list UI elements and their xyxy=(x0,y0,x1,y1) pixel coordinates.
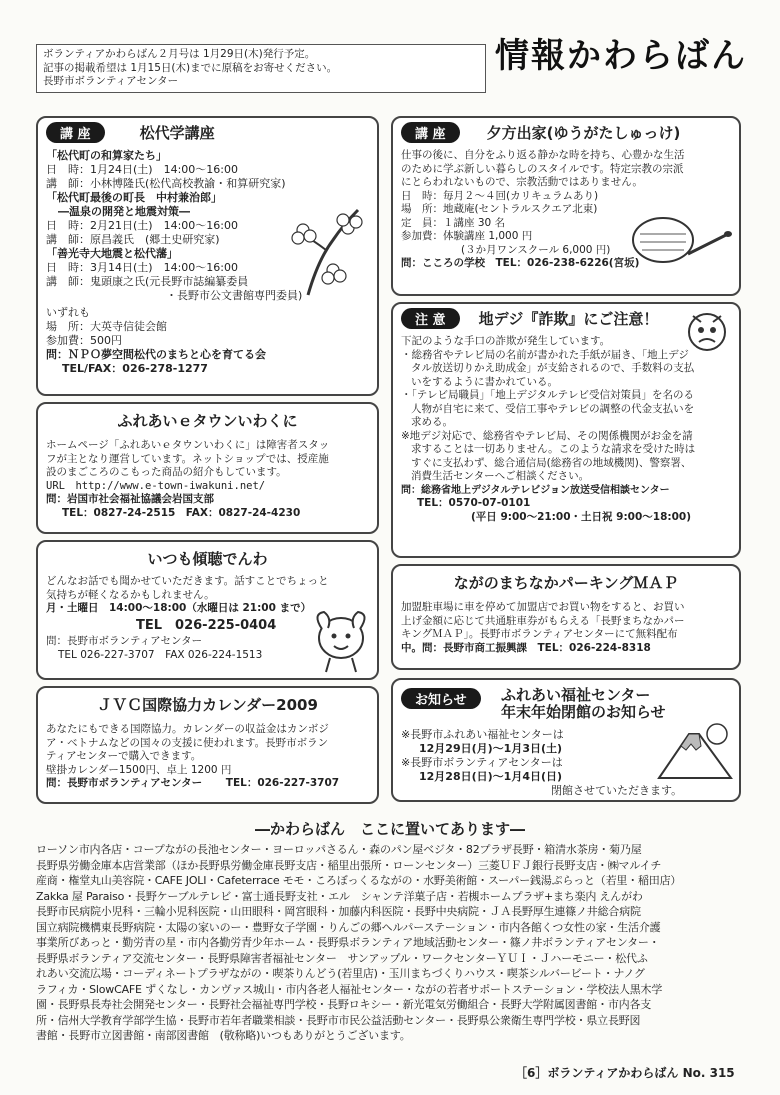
notice-line-3: 長野市ボランティアセンター xyxy=(43,75,179,87)
jvc-body-2: ア・ベトナムなどの国々の支援に使われます。長野市ボラン xyxy=(46,736,329,749)
closure-line-3: ※長野市ボランティアセンターは xyxy=(401,756,563,769)
jvc-contact-row xyxy=(46,777,369,791)
notice-tag: お知らせ xyxy=(401,688,481,709)
locations-line: 長野市民病院小児科・三輪小児科医院・山田眼科・岡宮眼科・加藤内科医院・長野中央病院・ＪＡ長野厚生連篠ノ井総合病院 xyxy=(36,905,641,918)
parking-title: ながのまちなかパーキングＭＡＰ xyxy=(453,574,679,592)
caution-tag: 注 意 xyxy=(401,308,460,329)
wooden-fish-icon xyxy=(628,204,733,274)
publication-notice xyxy=(36,44,486,93)
session-2-date: 日 時：2月21日(土) 14:00～16:00 xyxy=(46,219,238,232)
contact: 問：ＮＰＯ夢空間松代のまちと心を育てる会 xyxy=(46,348,266,361)
scam-hours: (平日 9:00～21:00・土日祝 9:00～18:00) xyxy=(471,510,691,523)
scam-note-3: すぐに支払わず、総合通信局(総務省の地域機関)、警察署、 xyxy=(411,456,692,469)
etown-body-1: ホームページ「ふれあいｅタウンいわくに」は障害者スタッ xyxy=(46,439,330,451)
jvc-contact: 問：長野市ボランティアセンター xyxy=(46,777,203,789)
locations-heading: ―かわらばん ここに置いてあります― xyxy=(254,820,525,838)
session-1-date: 日 時：1月24日(土) 14:00～16:00 xyxy=(46,163,238,176)
scam-note-1: ※地デジ対応で、総務省やテレビ局、その関係機関がお金を請 xyxy=(401,429,693,442)
yugata-title: 夕方出家(ゆうがたしゅっけ) xyxy=(486,124,681,142)
yugata-date: 日 時：毎月２～４回(カリキュラムあり) xyxy=(401,189,599,202)
yugata-fee-2: (３か月ワンスクール 6,000 円) xyxy=(461,243,611,256)
etown-body-2: フが主となり運営しています。ネットショップでは、授産施 xyxy=(46,452,329,465)
listening-tel: TEL 026-227-3707 FAX 026-224-1513 xyxy=(58,648,263,661)
scam-bullet-2-3: 求める。 xyxy=(411,416,453,428)
etown-title: ふれあいｅタウンいわくに xyxy=(117,412,298,430)
yugata-contact: 問：こころの学校 TEL：026-238-6226(宮坂) xyxy=(401,257,640,269)
locations-line: 園・長野県長寿社会開発センター・長野社会福祉専門学校・長野ロキシー・新光電気労働組合・長野大学附属図書館・市内各支 xyxy=(36,998,652,1011)
yugata-lecture-box xyxy=(391,116,741,296)
yugata-body-3: にとらわれないもので、宗教活動ではありません。 xyxy=(401,176,643,188)
listening-phone-title: いつも傾聴でんわ xyxy=(147,550,268,568)
yugata-fee: 参加費：体験講座 1,000 円 xyxy=(401,230,533,242)
locations-list xyxy=(36,842,744,1044)
yugata-place: 場 所：地蔵庵(セントラルスクエア北東) xyxy=(401,203,598,215)
etown-box xyxy=(36,402,379,534)
locations-line: ローソン市内各店・コープながの長池センター・ヨーロッパさるん・森のパン屋ベジタ・82プラザ長野・箱清水茶房・菊乃屋 xyxy=(36,843,642,856)
common-label: いずれも xyxy=(46,306,90,319)
scam-intro: 下記のような手口の詐欺が発生しています。 xyxy=(401,335,611,347)
scam-note-2: 求することは一切ありません。このような請求を受けた時は xyxy=(411,443,696,455)
tel: TEL/FAX：026-278-1277 xyxy=(62,362,208,375)
yugata-body-2: のために学ぶ新しい暮らしのスタイルです。特定宗教の宗派 xyxy=(401,162,684,175)
listening-body-1: どんなお話でも聞かせていただきます。話すことでちょっと xyxy=(46,575,329,587)
jvc-body-3: ティアセンターで購入できます。 xyxy=(46,750,202,762)
scam-tel: TEL：0570-07-0101 xyxy=(417,497,531,509)
closure-line-2: 12月29日(月)～1月3日(土) xyxy=(419,742,563,755)
matsushiro-title: 松代学講座 xyxy=(139,124,215,142)
listening-phone-number: TEL 026-225-0404 xyxy=(136,617,277,633)
closure-line-5: 閉館させていただきます。 xyxy=(551,784,683,797)
session-3-lecturer-1: 講 師：鬼頭康之氏(元長野市誌編纂委員 xyxy=(46,275,249,288)
jvc-calendar-box xyxy=(36,686,379,804)
notice-line-1: ボランティアかわらばん２月号は 1月29日(木)発行予定。 xyxy=(43,48,316,60)
closure-title-1: ふれあい福祉センター xyxy=(501,686,651,704)
scam-warning-box xyxy=(391,302,741,558)
scam-title: 地デジ『詐欺』にご注意！ xyxy=(478,310,659,328)
closure-notice-box xyxy=(391,678,741,802)
parking-body-4: 中。問：長野市商工振興課 TEL：026-224-8318 xyxy=(401,641,651,654)
matsushiro-lecture-box xyxy=(36,116,379,396)
closure-title-2: 年末年始閉館のお知らせ xyxy=(501,703,666,721)
fee: 参加費：500円 xyxy=(46,334,122,347)
jvc-tel: TEL：026-227-3707 xyxy=(225,777,340,789)
jvc-price: 壁掛カレンダー1500円、卓上 1200 円 xyxy=(46,763,232,776)
session-2-title: 「松代町最後の町長 中村兼治郎」 xyxy=(46,191,222,204)
etown-contact: 問：岩国市社会福祉協議会岩国支部 xyxy=(46,493,214,505)
locations-line: 産商・権堂丸山美容院・CAFE JOLI・Cafeterrace モモ・ころぼっくるながの・水野美術館・スーパー銭湯ぷらっと（若里・稲田店） xyxy=(36,874,682,887)
listening-body-2: 気持ちが軽くなるかもしれません。 xyxy=(46,588,215,601)
locations-line: 長野県労働金庫本店営業部（ほか長野県労働金庫長野支店・稲里出張所・ローンセンター）三菱ＵＦＪ銀行長野支店・㈱マルイチ xyxy=(36,858,662,872)
session-2-lecturer: 講 師：原昌義氏 (郷土史研究家) xyxy=(46,233,220,246)
locations-line: 国立病院機構東長野病院・太陽の家いのー・豊野女子学園・りんごの郷ヘルパーステーション・市内各館くつ女性の家・生活介護 xyxy=(36,920,661,934)
mount-fuji-icon xyxy=(655,720,735,782)
parking-map-box xyxy=(391,564,741,670)
scam-bullet-2-2: 人物が自宅に来て、受信工事やテレビの調整の代金支払いを xyxy=(411,402,695,415)
listening-contact: 問：長野市ボランティアセンター xyxy=(46,635,203,647)
jvc-body-1: あなたにもできる国際協力。カレンダーの収益金はカンボジ xyxy=(46,723,329,735)
etown-body-3: 設のまごころのこもった商品の紹介もしています。 xyxy=(46,466,287,478)
plum-blossom-icon xyxy=(288,200,373,300)
session-3-lecturer-2: ・長野市公文書館専門委員) xyxy=(166,289,303,302)
warning-face-icon xyxy=(683,310,731,354)
parking-body-2: 上げ金額に応じて共通駐車券がもらえる「長野まちなかパー xyxy=(401,614,685,627)
locations-line: 長野県ボランティア交流センター・長野県障害者福祉センター サンアップル・ワークセンターＹＵＩ・Ｊハーモニー・松代ふ xyxy=(36,951,648,965)
locations-line: 事業所びあっと・勤労青の星・市内各勤労青少年ホーム・長野県ボランティア地域活動センター・篠ノ井ボランティアセンター・ xyxy=(36,936,660,949)
scam-bullet-2-1: ・「テレビ局職員」「地上デジタルテレビ受信対策員」を名のる xyxy=(401,389,694,401)
session-1-lecturer: 講 師：小林博隆氏(松代高校教諭・和算研究家) xyxy=(46,177,286,190)
etown-url[interactable]: URL http://www.e-town-iwakuni.net/ xyxy=(46,479,266,492)
listening-phone-box xyxy=(36,540,379,680)
mascot-icon xyxy=(310,604,372,676)
locations-line: ラフィカ・SlowCAFE ずくなし・カンヴァス城山・市内各老人福祉センター・ながの若者サポートステーション・学校法人黒木学 xyxy=(36,982,663,996)
lecture-tag: 講 座 xyxy=(401,122,460,143)
session-2-subtitle: ―温泉の開発と地震対策― xyxy=(58,205,190,218)
scam-note-4: 消費生活センターへご相談ください。 xyxy=(411,470,590,482)
locations-line: Zakka 屋 Paraiso・長野ケーブルテレビ・富士通長野支社・エル シャンテ洋菓子店・若槻ホームプラザ+まち楽内 えんがわ xyxy=(36,889,643,903)
locations-line: れあい交流広場・コーディネートプラザながの・喫茶りんどう(若里店)・玉川まちづくりハウス・喫茶シルバービート・ナノグ xyxy=(36,967,645,980)
parking-body-3: キングＭＡＰ」。長野市ボランティアセンターにて無料配布 xyxy=(401,628,678,640)
jvc-title: ＪＶＣ国際協力カレンダー2009 xyxy=(97,696,318,714)
scam-bullet-1-1: ・総務省やテレビ局の名前が書かれた手紙が届き、「地上デジ xyxy=(401,348,689,361)
session-3-date: 日 時：3月14日(土) 14:00～16:00 xyxy=(46,261,238,274)
scam-contact: 問：総務省地上デジタルテレビジョン放送受信相談センター xyxy=(401,484,670,496)
scam-bullet-1-2: タル放送切りかえ助成金」が支給されるので、手数料の支払 xyxy=(411,362,695,374)
parking-body-1: 加盟駐車場に車を停めて加盟店でお買い物をすると、お買い xyxy=(401,601,685,613)
place: 場 所：大英寺信徒会館 xyxy=(46,320,167,333)
locations-line: 所・信州大学教育学部学生協・長野市若年者職業相談・長野市市民公益活動センター・長野県公衆衛生専門学校・県立長野図 xyxy=(36,1013,641,1027)
page-title: 情報かわらばん xyxy=(495,36,747,76)
session-1-title: 「松代町の和算家たち」 xyxy=(46,149,167,162)
notice-line-2: 記事の掲載希望は 1月15日(木)までに原稿をお寄せください。 xyxy=(43,61,338,74)
listening-hours: 月・土曜日 14:00～18:00（水曜日は 21:00 まで） xyxy=(46,602,312,614)
session-3-title: 「善光寺大地震と松代藩」 xyxy=(46,247,178,260)
yugata-body-1: 仕事の後に、自分をふり返る静かな時を持ち、心豊かな生活 xyxy=(401,149,685,161)
closure-line-4: 12月28日(日)～1月4日(日) xyxy=(419,770,563,783)
lecture-tag: 講 座 xyxy=(46,122,105,143)
closure-line-1: ※長野市ふれあい福祉センターは xyxy=(401,728,564,741)
locations-line: 書館・長野市立図書館・南部図書館 (敬称略)いつもありがとうございます。 xyxy=(36,1029,411,1042)
scam-bullet-1-3: いをするように書かれている。 xyxy=(411,375,558,388)
page-footer: ［6］ボランティアかわらばん No. 315 xyxy=(515,1066,735,1080)
yugata-capacity: 定 員：１講座 30 名 xyxy=(401,216,506,229)
etown-tel: TEL：0827-24-2515 FAX：0827-24-4230 xyxy=(62,506,301,519)
